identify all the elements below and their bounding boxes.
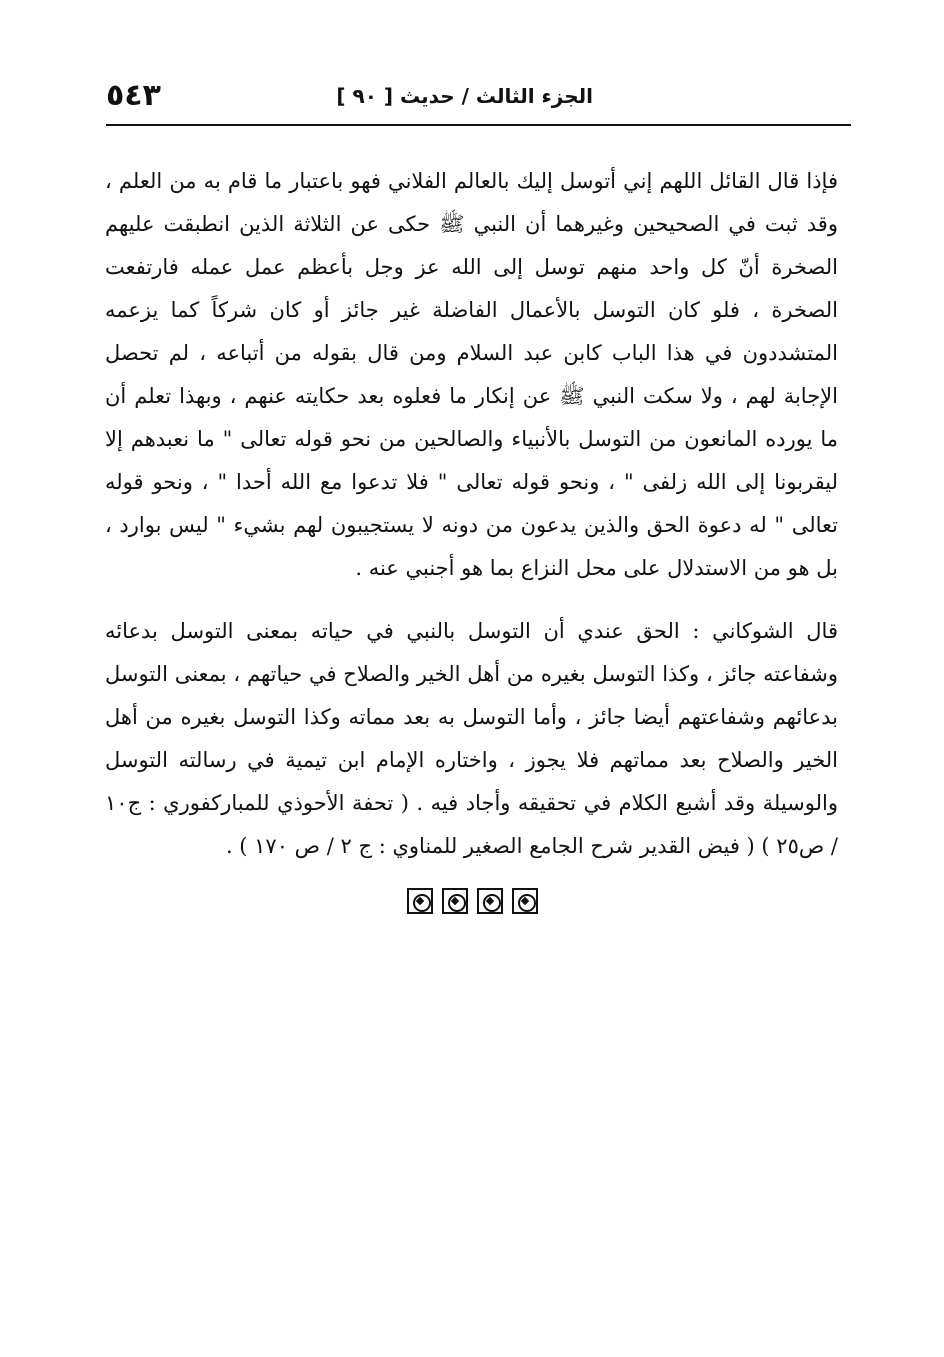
- header-divider: [106, 124, 851, 126]
- running-title: الجزء الثالث / حديث [ ٩٠ ]: [336, 84, 593, 108]
- paragraph-1: فإذا قال القائل اللهم إني أتوسل إليك بالعالم الفلاني فهو باعتبار ما قام به من العلم ، وقد ثبت في الصحيحين وغيرهما أن النبي ﷺ حكى عن الثلاثة الذين انطبقت عليهم الصخرة أنّ كل واحد منهم توسل إلى الله عز وجل بأعظم عمل عمله فارتفعت الصخرة ، فلو كان التوسل بالأعمال الفاضلة غير جائز أو كان شركاً كما يزعمه المتشددون في هذا الباب كابن عبد السلام ومن قال بقوله من أتباعه ، لم تحصل الإجابة لهم ، ولا سكت النبي ﷺ عن إنكار ما فعلوه بعد حكايته عنهم ، وبهذا تعلم أن ما يورده المانعون من التوسل بالأنبياء والصالحين من نحو قوله تعالى " ما نعبدهم إلا ليقربونا إلى الله زلفى " ، ونحو قوله تعالى " فلا تدعوا مع الله أحدا " ، ونحو قوله تعالى " له دعوة الحق والذين يدعون من دونه لا يستجيبون لهم بشيء " ليس بوارد ، بل هو من الاستدلال على محل النزاع بما هو أجنبي عنه .: [105, 169, 838, 580]
- section-end-ornaments: [0, 888, 944, 914]
- ornament-icon: [407, 888, 433, 914]
- main-text: [105, 160, 838, 868]
- ornament-icon: [477, 888, 503, 914]
- ornament-icon: [512, 888, 538, 914]
- ornament-icon: [442, 888, 468, 914]
- paragraph-2: قال الشوكاني : الحق عندي أن التوسل بالنبي في حياته بمعنى التوسل بدعائه وشفاعته جائز ، وكذا التوسل بغيره من أهل الخير والصلاح في حياتهم ، بمعنى التوسل بدعائهم وشفاعتهم أيضا جائز ، وأما التوسل به بعد مماته وكذا التوسل بغيره من أهل الخير والصلاح بعد مماتهم فلا يجوز ، واختاره الإمام ابن تيمية في رسالته التوسل والوسيلة وقد أشبع الكلام في تحقيقه وأجاد فيه . ( تحفة الأحوذي للمباركفوري : ج١٠ / ص٢٥ ) ( فيض القدير شرح الجامع الصغير للمناوي : ج ٢ / ص ١٧٠ ) .: [105, 619, 838, 858]
- page-number: ٥٤٣: [106, 78, 161, 113]
- page-header: [106, 78, 848, 118]
